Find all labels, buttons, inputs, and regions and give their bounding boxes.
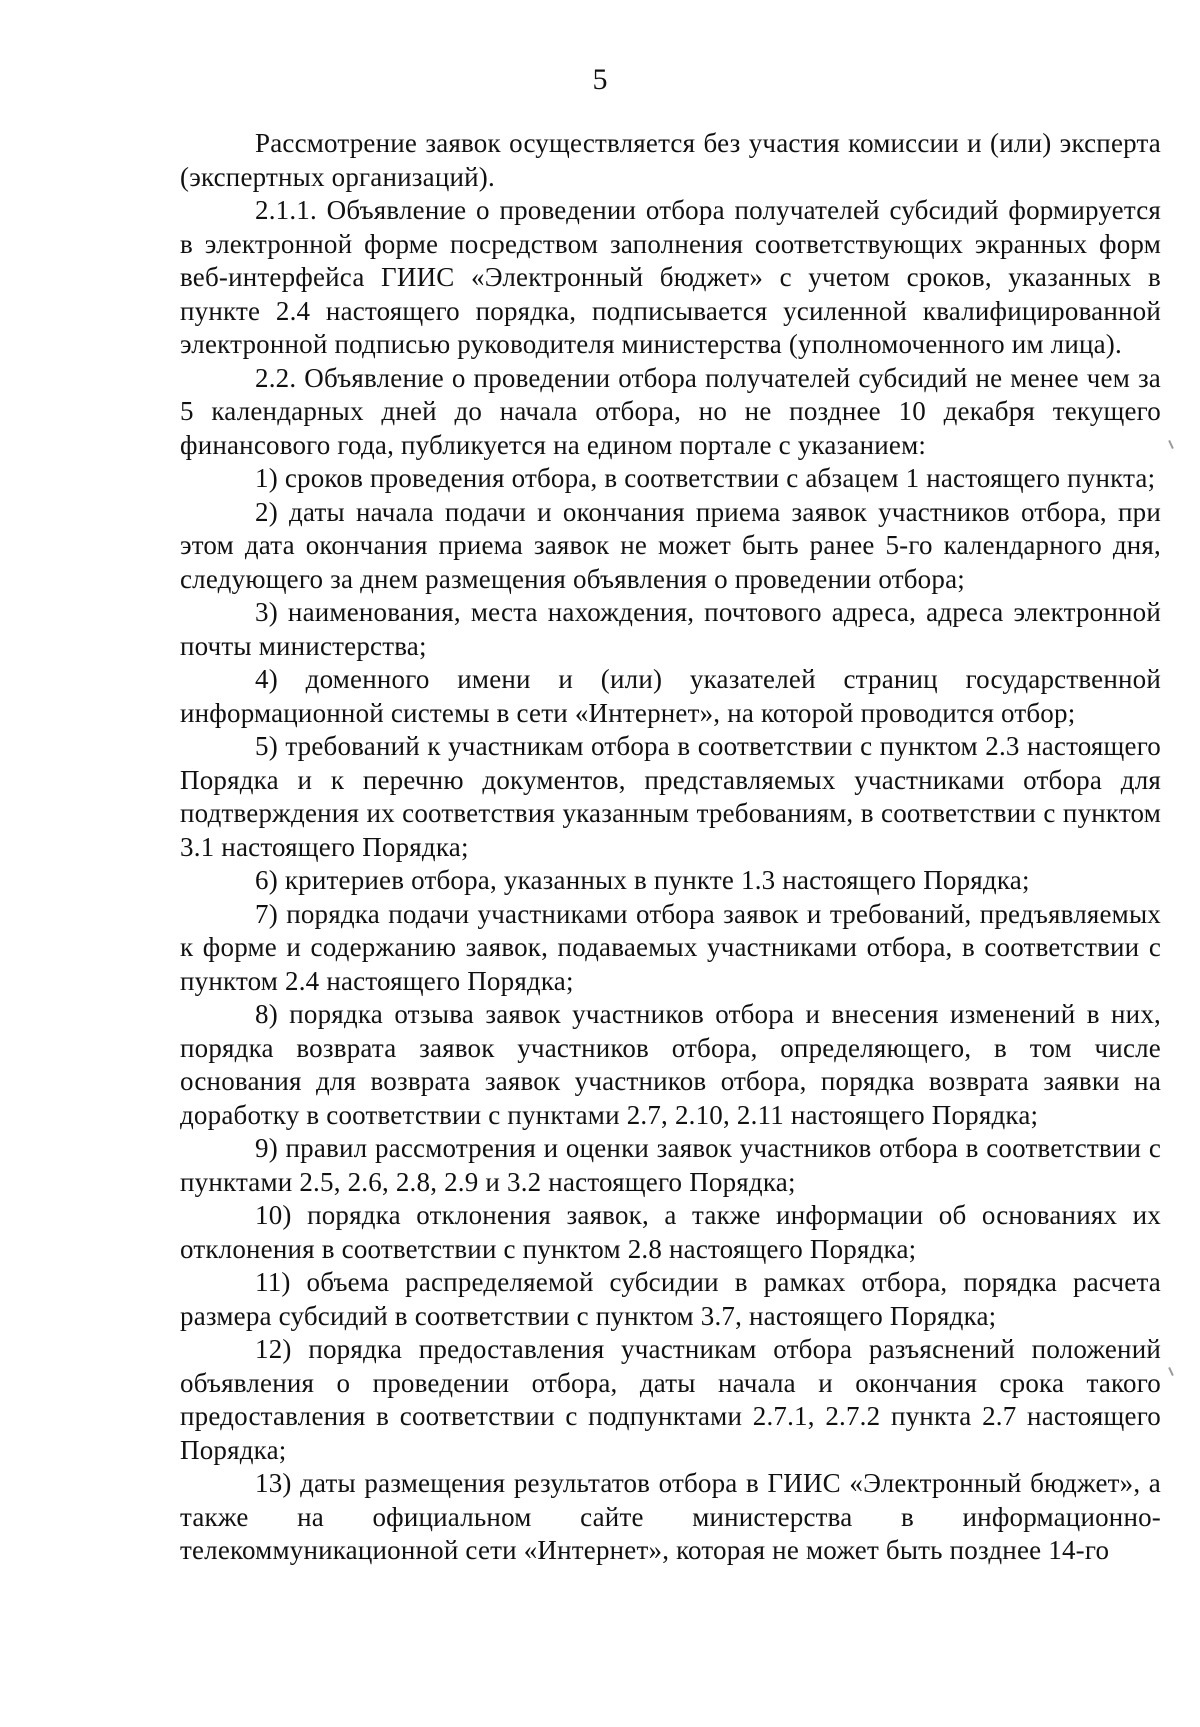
list-item-10: 10) порядка отклонения заявок, а также информации об основаниях их отклонения в соответствии с пунктом 2.8 настоящего Порядка; [180,1200,1161,1264]
list-item-1: 1) сроков проведения отбора, в соответствии с абзацем 1 настоящего пункта; [255,463,1156,493]
list-item-3: 3) наименования, места нахождения, почтового адреса, адреса электронной почты министерства; [180,597,1161,661]
list-item-8: 8) порядка отзыва заявок участников отбора и внесения изменений в них, порядка возврата заявок участников отбора, определяющего, в том числе основания для возврата заявок участников отбора, порядка возврата заявки на доработку в соответствии с пунктами 2.7, 2.10, 2.11 настоящего Порядка; [180,999,1161,1130]
list-item-12: 12) порядка предоставления участникам отбора разъяснений положений объявления о проведении отбора, даты начала и окончания срока такого предоставления в соответствии с подпунктами 2.7.1, 2.7.2 пункта 2.7 настоящего Порядка; [180,1334,1161,1465]
list-item-13: 13) даты размещения результатов отбора в ГИИС «Электронный бюджет», а также на официальном сайте министерства в информационно-телекоммуникационной сети «Интернет», которая не может быть позднее 14-го [180,1468,1161,1565]
document-body [180,127,1161,1568]
page-number: 5 [592,63,608,96]
paragraph-intro: Рассмотрение заявок осуществляется без участия комиссии и (или) эксперта (экспертных организаций). [180,128,1161,192]
list-item-5: 5) требований к участникам отбора в соответствии с пунктом 2.3 настоящего Порядка и к перечню документов, представляемых участниками отбора для подтверждения их соответствия указанным требованиям, в соответствии с пунктом 3.1 настоящего Порядка; [180,731,1161,862]
list-item-4: 4) доменного имени и (или) указателей страниц государственной информационной системы в сети «Интернет», на которой проводится отбор; [180,664,1161,728]
scan-speck [1168,1367,1174,1376]
list-item-9: 9) правил рассмотрения и оценки заявок участников отбора в соответствии с пунктами 2.5, 2.6, 2.8, 2.9 и 3.2 настоящего Порядка; [180,1133,1161,1197]
scan-speck [1168,440,1174,449]
list-item-11: 11) объема распределяемой субсидии в рамках отбора, порядка расчета размера субсидий в соответствии с пунктом 3.7, настоящего Порядка; [180,1267,1161,1331]
list-item-6: 6) критериев отбора, указанных в пункте 1.3 настоящего Порядка; [255,865,1030,895]
paragraph-2-2: 2.2. Объявление о проведении отбора получателей субсидий не менее чем за 5 календарных дней до начала отбора, но не позднее 10 декабря текущего финансового года, публикуется на едином портале с указанием: [180,362,1161,460]
list-item-2: 2) даты начала подачи и окончания приема заявок участников отбора, при этом дата окончания приема заявок не может быть ранее 5-го календарного дня, следующего за днем размещения объявления о проведении отбора; [180,496,1161,594]
paragraph-2-1-1: 2.1.1. Объявление о проведении отбора получателей субсидий формируется в электронной форме посредством заполнения соответствующих экранных форм веб-интерфейса ГИИС «Электронный бюджет» с учетом сроков, указанных в пункте 2.4 настоящего порядка, подписывается усиленной квалифицированной электронной подписью руководителя министерства (уполномоченного им лица). [180,195,1161,359]
list-item-7: 7) порядка подачи участниками отбора заявок и требований, предъявляемых к форме и содержанию заявок, подаваемых участниками отбора, в соответствии с пунктом 2.4 настоящего Порядка; [180,898,1161,996]
